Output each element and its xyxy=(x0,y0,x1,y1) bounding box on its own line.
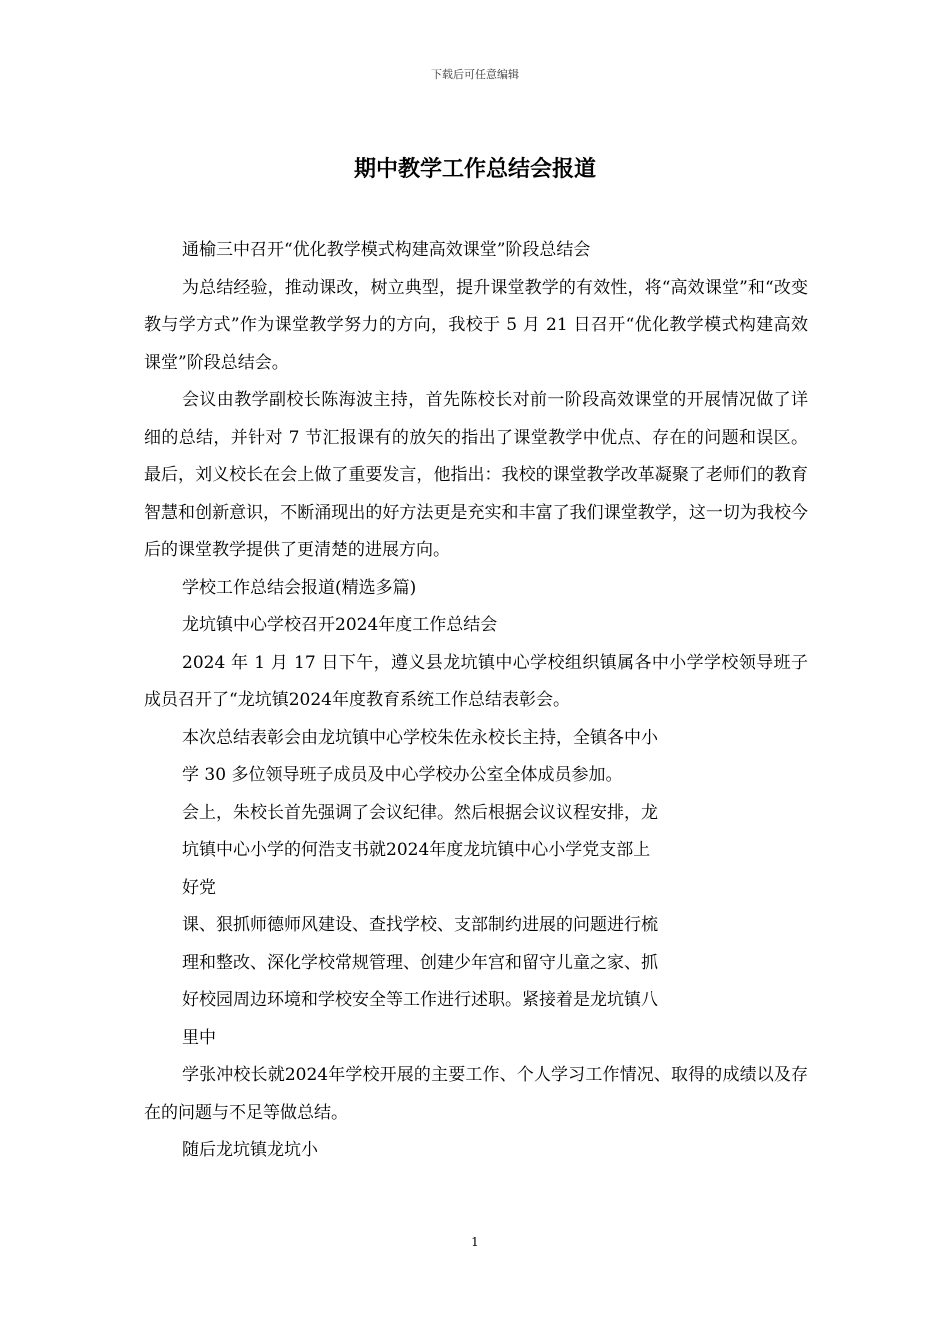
text-line: 学 30 多位领导班子成员及中心学校办公室全体成员参加。 xyxy=(182,765,623,785)
text-line: 好校园周边环境和学校安全等工作进行述职。紧接着是龙坑镇八 xyxy=(182,990,658,1010)
text-line: 理和整改、深化学校常规管理、创建少年宫和留守儿童之家、抓 xyxy=(182,952,658,973)
text-line: 好党 xyxy=(182,877,216,898)
text-line: 坑镇中心小学的何浩支书就2024年度龙坑镇中心小学党支部上 xyxy=(182,840,651,860)
paragraph: 为总结经验，推动课改，树立典型，提升课堂教学的有效性，将“高效课堂”和“改变教与学方式”作为课堂教学努力的方向，我校于 5 月 21 日召开“优化教学模式构建高效课堂”阶段总结会。 xyxy=(144,277,808,373)
paragraph: 通榆三中召开“优化教学模式构建高效课堂”阶段总结会 xyxy=(182,240,591,260)
paragraph: 会议由教学副校长陈海波主持，首先陈校长对前一阶段高效课堂的开展情况做了详细的总结，并针对 7 节汇报课有的放矢的指出了课堂教学中优点、存在的问题和误区。最后，刘义校长在会上做了重要发言，他指出：我校的课堂教学改革凝聚了老师们的教育智慧和创新意识，不断涌现出的好方法更是充实和丰富了我们课堂教学，这一切为我校今后的课堂教学提供了更清楚的进展方向。 xyxy=(144,390,808,560)
text-line: 课、狠抓师德师风建设、查找学校、支部制约进展的问题进行梳 xyxy=(182,915,658,935)
paragraph: 学张冲校长就2024年学校开展的主要工作、个人学习工作情况、取得的成绩以及存在的问题与不足等做总结。 xyxy=(144,1065,808,1123)
paragraph: 学校工作总结会报道(精选多篇) xyxy=(182,577,417,598)
paragraph: 龙坑镇中心学校召开2024年度工作总结会 xyxy=(182,615,498,635)
header-note: 下载后可任意编辑 xyxy=(431,68,519,81)
text-line: 里中 xyxy=(182,1027,216,1048)
text-line: 本次总结表彰会由龙坑镇中心学校朱佐永校长主持，全镇各中小 xyxy=(182,727,658,748)
document-title: 期中教学工作总结会报道 xyxy=(353,157,596,182)
text-line: 会上，朱校长首先强调了会议纪律。然后根据会议议程安排，龙 xyxy=(182,802,658,823)
page-number: 1 xyxy=(471,1235,479,1249)
paragraph: 2024 年 1 月 17 日下午，遵义县龙坑镇中心学校组织镇属各中小学学校领导班子成员召开了“龙坑镇2024年度教育系统工作总结表彰会。 xyxy=(144,652,808,710)
paragraph: 随后龙坑镇龙坑小 xyxy=(182,1140,318,1160)
document-body xyxy=(144,232,808,1170)
